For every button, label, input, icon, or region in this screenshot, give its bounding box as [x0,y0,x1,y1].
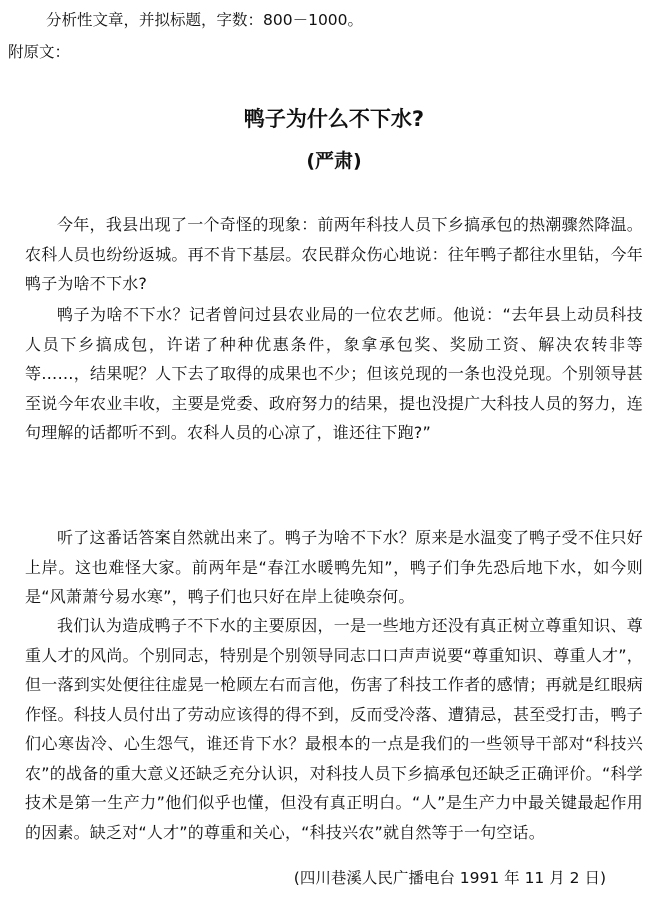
writing-instruction: 分析性文章，并拟标题，字数：800－1000。 [46,11,364,29]
attached-original-label: 附原文： [8,43,71,61]
article-title: 鸭子为什么不下水? [243,107,425,131]
paragraph-2: 鸭子为啥不下水？记者曾问过县农业局的一位农艺师。他说：“去年县上动员科技人员下乡搞成包，许诺了种种优惠条件，象拿承包奖、奖励工资、解决农转非等等……，结果呢？人下去了取得的成果也不少；但该兑现的一条也没兑现。个别领导甚至说今年农业丰收，主要是党委、政府努力的结果，提也没提广大科技人员的努力，连句理解的话都听不到。农科人员的心凉了，谁还往下跑?” [25,305,643,442]
paragraph-4: 我们认为造成鸭子不下水的主要原因，一是一些地方还没有真正树立尊重知识、尊重人才的风尚。个别同志，特别是个别领导同志口口声声说要“尊重知识、尊重人才”，但一落到实处便往往虚晃一枪顾左右而言他，伤害了科技工作者的感情；再就是红眼病作怪。科技人员付出了劳动应该得的得不到，反而受冷落、遭猜忌，甚至受打击，鸭子们心寒齿冷、心生怨气，谁还肯下水？最根本的一点是我们的一些领导干部对“科技兴农”的战备的重大意义还缺乏充分认识，对科技人员下乡搞承包还缺乏正确评价。“科学技术是第一生产力”他们似乎也懂，但没有真正明白。“人”是生产力中最关键最起作用的因素。缺乏对“人才”的尊重和关心，“科技兴农”就自然等于一句空话。 [25,616,643,842]
paragraph-1: 今年，我县出现了一个奇怪的现象：前两年科技人员下乡搞承包的热潮骤然降温。农科人员也纷纷返城。再不肯下基层。农民群众伤心地说：往年鸭子都往水里钻，今年鸭子为啥不下水? [25,215,643,293]
article-source: (四川巷溪人民广播电台 1991 年 11 月 2 日) [293,869,606,887]
paragraph-3: 听了这番话答案自然就出来了。鸭子为啥不下水？原来是水温变了鸭子受不住只好上岸。这也难怪大家。前两年是“春江水暖鸭先知”，鸭子们争先恐后地下水，如今则是“风萧萧兮易水寒”，鸭子们也只好在岸上徒唤奈何。 [25,528,643,606]
article-subtitle: (严肃) [306,150,362,172]
